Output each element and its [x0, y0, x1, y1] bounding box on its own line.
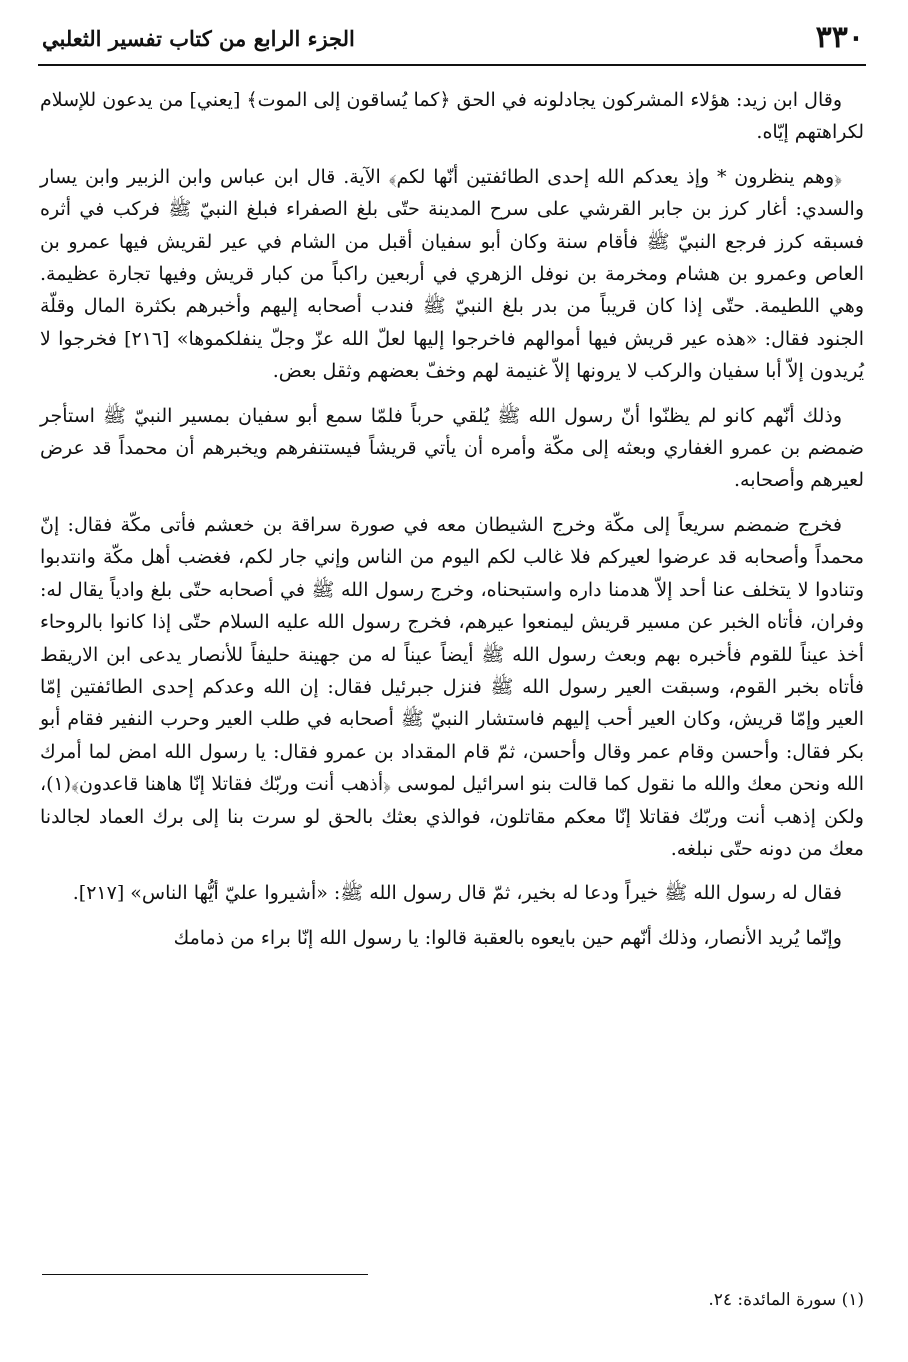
- main-text: [40, 84, 864, 966]
- paragraph: وذلك أنّهم كانو لم يظنّوا أنّ رسول الله ﷺ يُلقي حرباً فلمّا سمع أبو سفيان بمسير النبيّ ﷺ استأجر ضمضم بن عمرو الغفاري وبعثه إلى مكّة وأمره أن يأتي قريشاً فيستنفرهم ويخبرهم أن محمداً قد عرض لعيرهم وأصحابه.: [40, 404, 864, 492]
- running-title: الجزء الرابع من كتاب تفسير الثعلبي: [42, 26, 355, 51]
- paragraph: ﴿وهم ينظرون * وإذ يعدكم الله إحدى الطائفتين أنّها لكم﴾ الآية. قال ابن عباس وابن الزبير وابن يسار والسدي: أغار كرز بن جابر القرشي على سرح المدينة حتّى بلغ الصفراء فبلغ النبيّ ﷺ فركب في أثره فسبقه كرز فرجع النبيّ ﷺ فأقام سنة وكان أبو سفيان أقبل من الشام في عير لقريش فيها عمرو بن العاص وعمرو بن هشام ومخرمة بن نوفل الزهري في أربعين راكباً من كبار قريش وفيها تجارة عظيمة. وهي اللطيمة. حتّى إذا كان قريباً من بدر بلغ النبيّ ﷺ فندب أصحابه إليهم وأخبرهم بكثرة المال وقلّة الجنود فقال: «هذه عير قريش فيها أموالهم فاخرجوا إليها لعلّ الله عزّ وجلّ ينفلكموها» [٢١٦] فخرجوا لا يُريدون إلاّ أبا سفيان والركب لا يرونها إلاّ غنيمة لهم وخفّ بعضهم وثقل بعض.: [40, 165, 864, 383]
- footnote: (١) سورة المائدة: ٢٤.: [708, 1290, 864, 1310]
- footnote-divider: [42, 1274, 368, 1275]
- paragraph: وقال ابن زيد: هؤلاء المشركون يجادلونه في الحق ﴿كما يُساقون إلى الموت﴾ [يعني] من يدعون للإسلام لكراهتهم إيّاه.: [40, 89, 864, 144]
- paragraph: فخرج ضمضم سريعاً إلى مكّة وخرج الشيطان معه في صورة سراقة بن خعشم فأتى مكّة فقال: إنّ محمداً وأصحابه قد عرضوا لعيركم فلا غالب لكم اليوم من الناس وإني جار لكم، فغضب أهل مكّة وانتدبوا وتنادوا لا يتخلف عنا أحد إلاّ هدمنا داره واستبحناه، وخرج رسول الله ﷺ في أصحابه حتّى بلغ وادياً يقال له: وفران، فأتاه الخبر عن مسير قريش ليمنعوا عيرهم، فخرج رسول الله عليه السلام حتّى إذا كانوا بالروحاء أخذ عيناً للقوم فأخبره بهم وبعث رسول الله ﷺ أيضاً عيناً له من جهينة حليفاً للأنصار يدعى ابن الاريقط فأتاه بخبر القوم، وسبقت العير رسول الله ﷺ فنزل جبرئيل فقال: إن الله وعدكم إحدى الطائفتين إمّا العير وإمّا قريش، وكان العير أحب إليهم فاستشار النبيّ ﷺ أصحابه في طلب العير وحرب النفير فقام أبو بكر فقال: وأحسن وقام عمر وقال وأحسن، ثمّ قام المقداد بن عمرو فقال: يا رسول الله امض لما أمرك الله ونحن معك والله ما نقول كما قالت بنو اسرائيل لموسى ﴿أذهب أنت وربّك فقاتلا إنّا هاهنا قاعدون﴾(١)، ولكن إذهب أنت وربّك فقاتلا إنّا معكم مقاتلون، فوالذي بعثك بالحق لو سرت بنا إلى برك العماد لجالدنا معك من دونه حتّى نبلغه.: [40, 513, 864, 860]
- paragraph: وإنّما يُريد الأنصار، وذلك أنّهم حين بايعوه بالعقبة قالوا: يا رسول الله إنّا براء من ذمامك: [173, 926, 842, 949]
- page-number: ٣٣٠: [815, 20, 864, 55]
- paragraph: فقال له رسول الله ﷺ خيراً ودعا له بخير، ثمّ قال رسول الله ﷺ: «أشيروا عليّ أيُّها الناس» [٢١٧].: [72, 882, 842, 905]
- page-header: [38, 18, 866, 66]
